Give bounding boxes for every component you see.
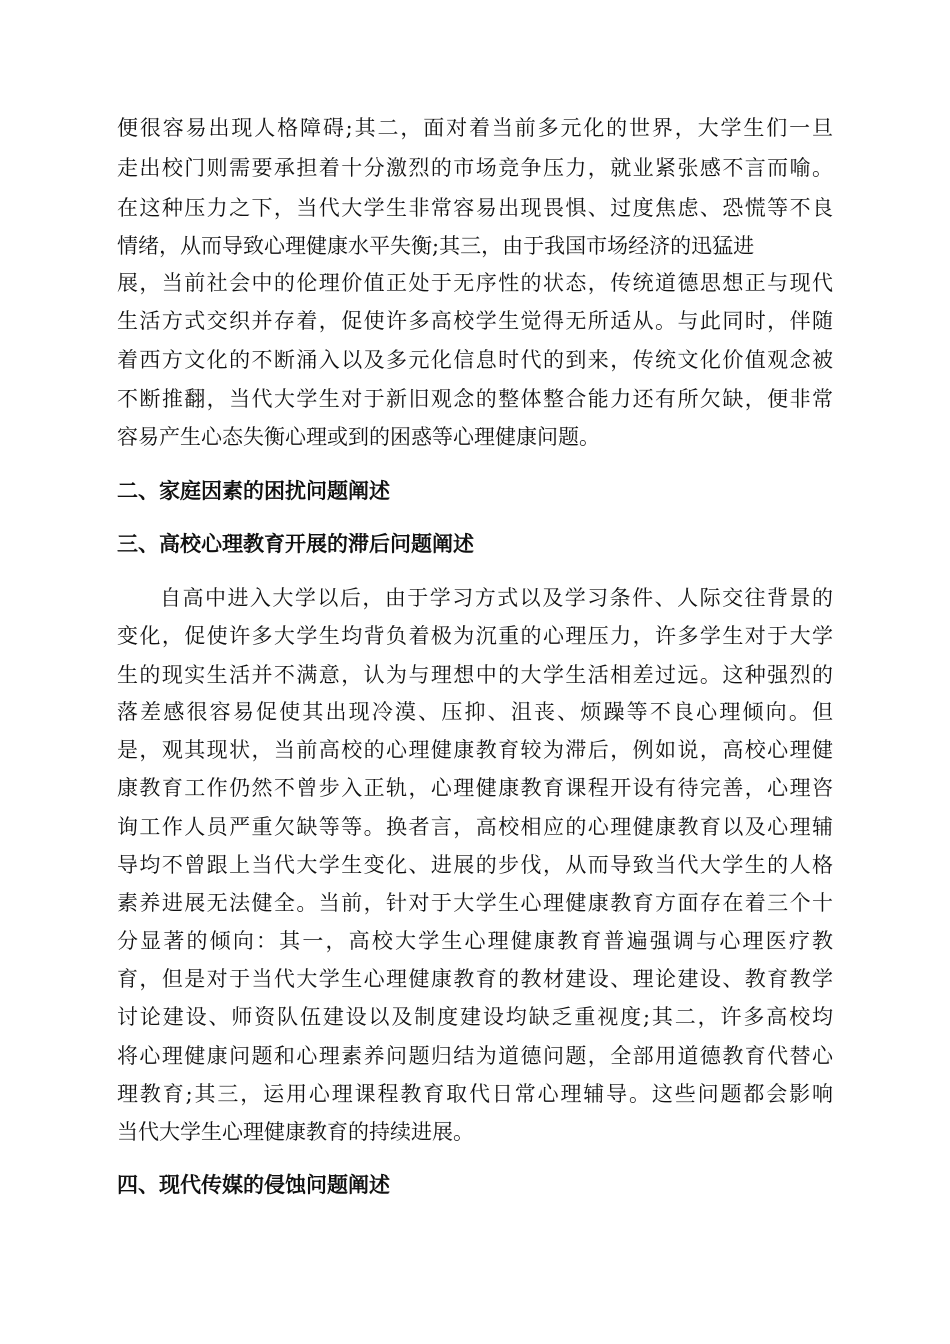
- paragraph-2-line: 自高中进入大学以后，由于学习方式以及学习条件、人际交往背景的: [160, 586, 833, 610]
- paragraph-2-line: 生的现实生活并不满意，认为与理想中的大学生活相差过远。这种强烈的: [117, 663, 833, 687]
- paragraph-2-line: 素养进展无法健全。当前，针对于大学生心理健康教育方面存在着三个十: [117, 891, 833, 915]
- paragraph-1-line: 不断推翻，当代大学生对于新旧观念的整体整合能力还有所欠缺，便非常: [117, 387, 833, 411]
- paragraph-2-line: 育，但是对于当代大学生心理健康教育的教材建设、理论建设、教育教学: [117, 967, 833, 991]
- paragraph-2-line: 讨论建设、师资队伍建设以及制度建设均缺乏重视度;其二，许多高校均: [117, 1005, 833, 1029]
- paragraph-2-line: 导均不曾跟上当代大学生变化、进展的步伐，从而导致当代大学生的人格: [117, 853, 833, 877]
- paragraph-2-line: 理教育;其三，运用心理课程教育取代日常心理辅导。这些问题都会影响: [117, 1082, 833, 1106]
- paragraph-2-line: 将心理健康问题和心理素养问题归结为道德问题，全部用道德教育代替心: [117, 1044, 833, 1068]
- paragraph-1-line: 情绪，从而导致心理健康水平失衡;其三，由于我国市场经济的迅猛进: [117, 234, 755, 258]
- paragraph-2-line: 是，观其现状，当前高校的心理健康教育较为滞后，例如说，高校心理健: [117, 738, 833, 762]
- paragraph-2-line: 询工作人员严重欠缺等等。换者言，高校相应的心理健康教育以及心理辅: [117, 815, 833, 839]
- paragraph-2-line: 分显著的倾向：其一，高校大学生心理健康教育普遍强调与心理医疗教: [117, 929, 833, 953]
- paragraph-2-line: 当代大学生心理健康教育的持续进展。: [117, 1120, 474, 1144]
- paragraph-1-line: 在这种压力之下，当代大学生非常容易出现畏惧、过度焦虑、恐慌等不良: [117, 196, 833, 220]
- paragraph-1-line: 走出校门则需要承担着十分激烈的市场竞争压力，就业紧张感不言而喻。: [117, 156, 833, 180]
- paragraph-1-line: 便很容易出现人格障碍;其二，面对着当前多元化的世界，大学生们一旦: [117, 116, 833, 140]
- section-heading-4: 四、现代传媒的侵蚀问题阐述: [117, 1172, 390, 1197]
- paragraph-1-line: 着西方文化的不断涌入以及多元化信息时代的到来，传统文化价值观念被: [117, 348, 833, 372]
- paragraph-1-line: 展，当前社会中的伦理价值正处于无序性的状态，传统道德思想正与现代: [117, 271, 833, 295]
- paragraph-2-line: 康教育工作仍然不曾步入正轨，心理健康教育课程开设有待完善，心理咨: [117, 776, 833, 800]
- paragraph-2-line: 落差感很容易促使其出现冷漠、压抑、沮丧、烦躁等不良心理倾向。但: [117, 700, 833, 724]
- section-heading-3: 三、高校心理教育开展的滞后问题阐述: [117, 531, 474, 556]
- section-heading-2: 二、家庭因素的困扰问题阐述: [117, 478, 390, 503]
- paragraph-1-line: 容易产生心态失衡心理或到的困惑等心理健康问题。: [117, 425, 600, 449]
- paragraph-1-line: 生活方式交织并存着，促使许多高校学生觉得无所适从。与此同时，伴随: [117, 309, 833, 333]
- paragraph-2-line: 变化，促使许多大学生均背负着极为沉重的心理压力，许多学生对于大学: [117, 624, 833, 648]
